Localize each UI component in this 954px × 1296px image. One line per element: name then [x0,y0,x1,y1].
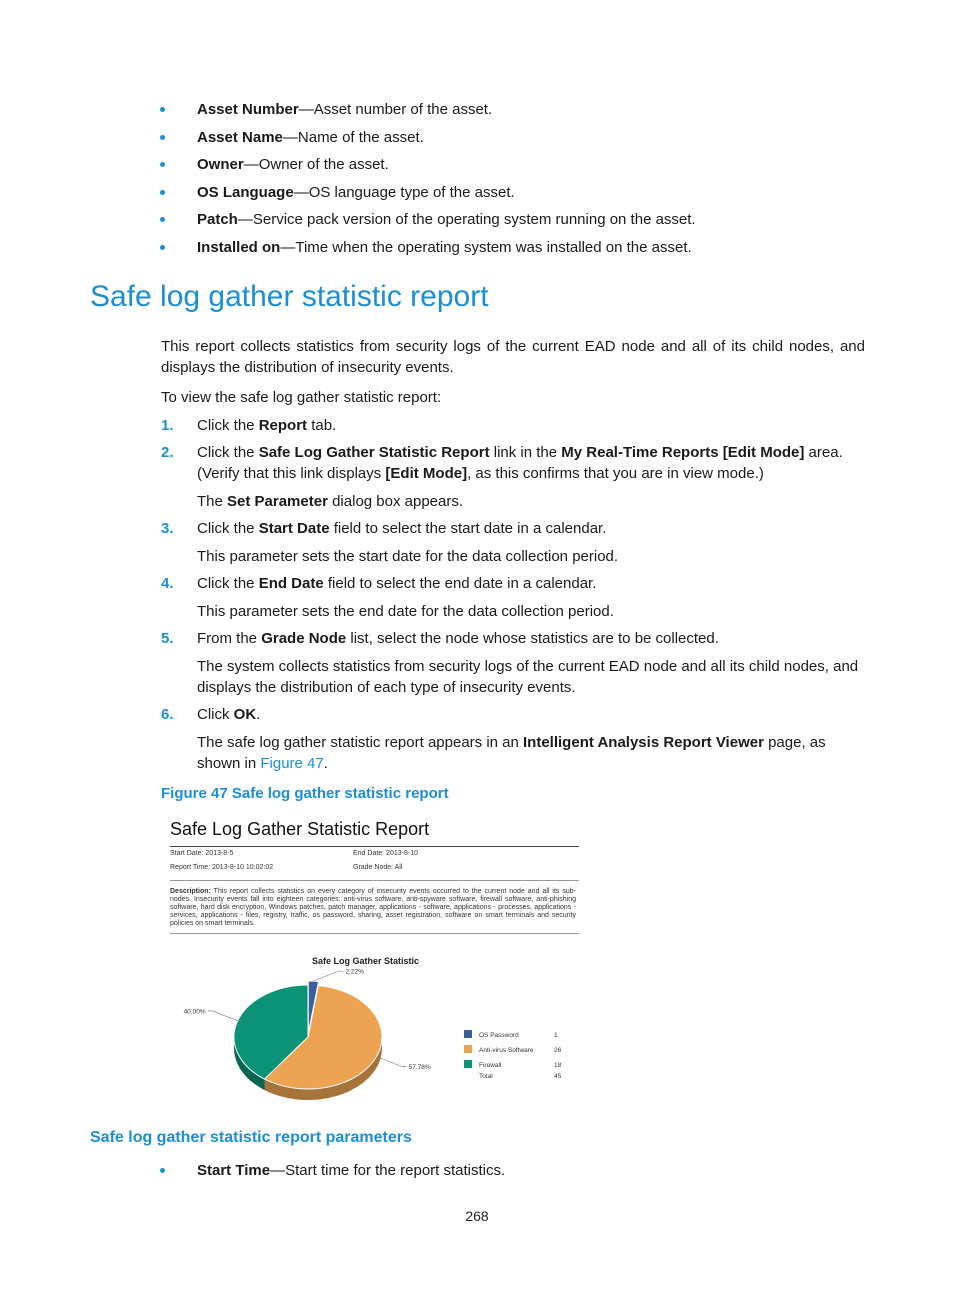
step-term: Start Date [258,520,330,537]
report-description: Description: This report collects statistics on every category of insecurity events occurred to the current node and all its sub-nodes. Insecurity events fall into eighteen categories: anti-virus software, anti-spyware software, firewall software, anti-phishing software, hard disk encryption, Windows patches, patch manager, applications - software, applications - processes, applications - services, applications - files, registry, traffic, os password, sharing, asset registration, software on smart terminals and security policies on smart terminals. [170,888,576,927]
report-time: Report Time: 2013-8-10 10:02:02 [170,864,274,871]
bullet-icon [160,217,165,222]
step-3-note: This parameter sets the start date for the data collection period. [197,548,619,565]
step-number: 6. [161,706,174,723]
step-number: 2. [161,444,174,461]
figure-caption: Figure 47 Safe log gather statistic report [161,785,449,802]
bullet-icon [160,107,165,112]
step-number: 3. [161,520,174,537]
bullet-term: Patch [197,211,238,228]
page-number: 268 [465,1208,489,1224]
bullet-desc: —Start time for the report statistics. [270,1162,506,1179]
step-number: 4. [161,575,174,592]
to-view-paragraph: To view the safe log gather statistic report: [161,389,442,406]
legend-label-anti-virus-software: Anti-virus Software [479,1047,534,1054]
bullet-term: Owner [197,156,244,173]
step-2-note: The Set Parameter dialog box appears. [197,493,464,510]
step-text: Click the [197,520,259,537]
legend-label-os-password: OS Password [479,1032,519,1039]
legend-label-firewall: Firewall [479,1062,502,1069]
legend-swatch-firewall [464,1060,472,1068]
step-text: field to select the start date in a calendar. [329,520,607,537]
bullet-icon [160,245,165,250]
bullet-desc: —Owner of the asset. [243,156,389,173]
report-grade-node: Grade Node: All [353,864,403,871]
step-term: Grade Node [261,630,347,647]
bullet-icon [160,135,165,140]
bullet-desc: —Asset number of the asset. [298,101,493,118]
step-text: Click [197,706,234,723]
step-text: From the [197,630,262,647]
step-text: tab. [307,417,337,434]
step-term: [Edit Mode] [385,465,468,482]
step-number: 1. [161,417,174,434]
bullet-term: Asset Number [197,101,299,118]
bullet-term: OS Language [197,184,294,201]
report-end-date: End Date: 2013-8-10 [353,850,418,857]
pie-slices [234,981,382,1100]
legend-value-os-password: 1 [554,1032,558,1039]
legend-total-label: Total [479,1073,493,1080]
bullet-term: Asset Name [197,129,283,146]
chart-legend [464,1030,562,1080]
bullet-desc: —OS language type of the asset. [293,184,515,201]
step-4-note: This parameter sets the end date for the data collection period. [197,603,614,620]
step-text: Click the [197,417,259,434]
intro-paragraph: This report collects statistics from security logs of the current EAD node and all of its child nodes, and displays the distribution of insecurity events. [161,338,865,376]
legend-swatch-os-password [464,1030,472,1038]
step-number: 5. [161,630,174,647]
report-title-rule [170,846,579,847]
step-term: End Date [258,575,324,592]
chart-title: Safe Log Gather Statistic [312,956,420,966]
step-text: area. (Verify that this link displays [197,444,843,482]
report-start-date: Start Date: 2013-8-5 [170,850,234,857]
step-text: field to select the end date in a calendar. [323,575,597,592]
bullet-icon [160,1168,165,1173]
bullet-desc: —Time when the operating system was installed on the asset. [280,239,692,256]
step-text: Click the [197,575,259,592]
figure-47-link[interactable]: Figure 47 [260,755,324,772]
step-text: Click the [197,444,259,461]
bullet-term: Start Time [197,1162,271,1179]
bullet-desc: —Name of the asset. [282,129,424,146]
legend-total-value: 45 [554,1073,562,1080]
pie-label-anti-virus-software: 57.78% [408,1063,431,1071]
step-text: . [256,706,261,723]
pie-leader-line-os-password [313,971,343,981]
legend-value-firewall: 18 [554,1062,562,1069]
pie-leader-line-anti-virus-software [377,1056,407,1066]
report-title: Safe Log Gather Statistic Report [170,819,430,839]
pie-chart [170,945,590,1100]
subsection-heading: Safe log gather statistic report parameters [90,1129,412,1146]
report-info-rule [170,880,579,881]
step-6-note: The safe log gather statistic report appears in an Intelligent Analysis Report Viewer page, as shown in Figure 47. [197,734,826,772]
legend-value-anti-virus-software: 26 [554,1047,562,1054]
legend-swatch-anti-virus-software [464,1045,472,1053]
step-text: list, select the node whose statistics are to be collected. [346,630,719,647]
step-text: , as this confirms that you are in view mode.) [467,465,764,482]
section-heading: Safe log gather statistic report [90,280,489,313]
bullet-term: Installed on [197,239,281,256]
report-desc-rule [170,933,579,934]
step-5-note: The system collects statistics from security logs of the current EAD node and all its child nodes, and displays the distribution of each type of insecurity events. [197,658,859,696]
step-term: OK [233,706,257,723]
step-term: Safe Log Gather Statistic Report [258,444,490,461]
pie-label-firewall: 40.00% [183,1008,206,1016]
step-text: link in the [489,444,562,461]
bullet-desc: —Service pack version of the operating system running on the asset. [237,211,696,228]
bullet-icon [160,162,165,167]
pie-label-os-password: 2.22% [345,968,364,976]
step-term: Report [258,417,308,434]
bullet-icon [160,190,165,195]
pie-leader-line-firewall [208,1011,238,1021]
step-term: My Real-Time Reports [Edit Mode] [561,444,805,461]
